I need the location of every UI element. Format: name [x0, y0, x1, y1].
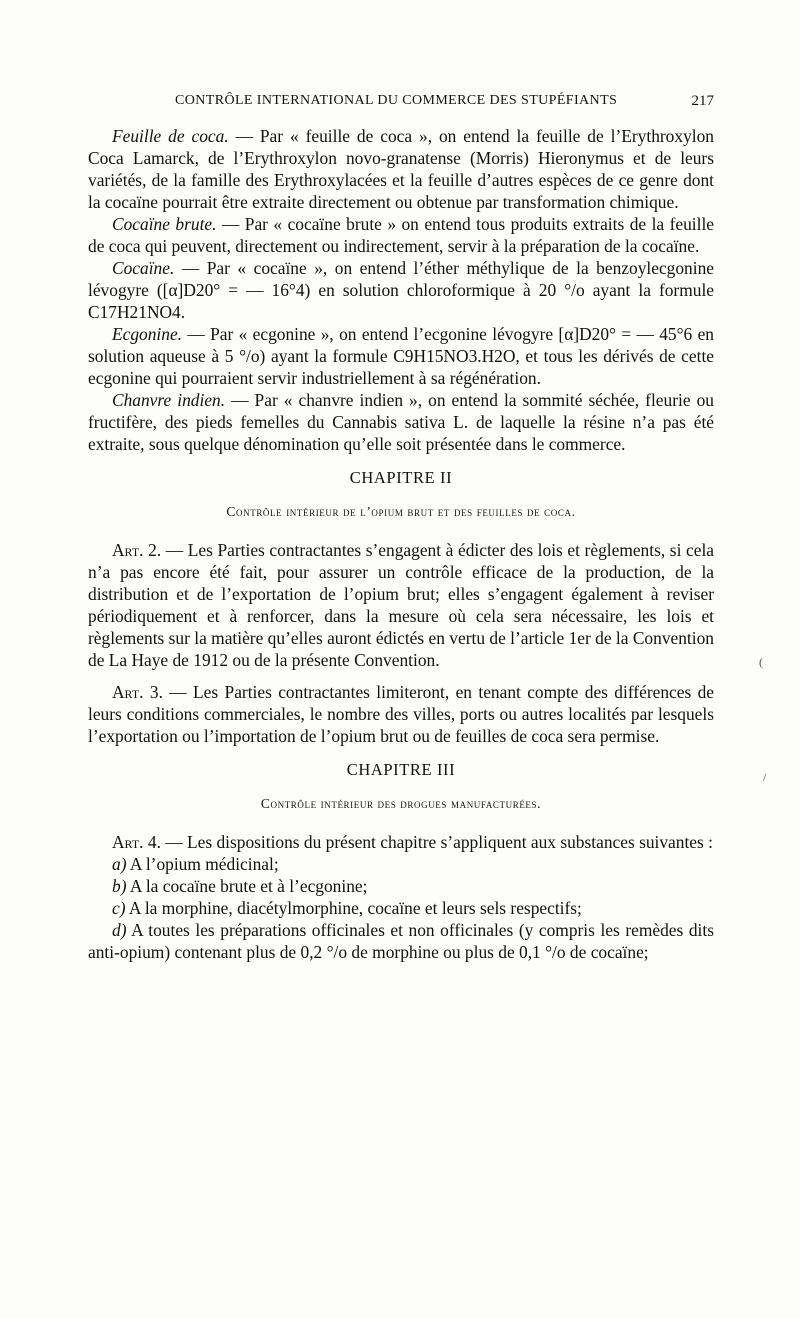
- article-label: Art. 3.: [112, 682, 163, 702]
- list-item-letter: d): [112, 920, 127, 940]
- list-item-letter: a): [112, 854, 127, 874]
- article-label: Art. 2.: [112, 540, 162, 560]
- definition-feuille-de-coca: [88, 125, 714, 213]
- definition-ecgonine: [88, 323, 714, 389]
- running-head: [88, 93, 714, 115]
- list-item: [88, 919, 714, 963]
- list-item-text: A la morphine, diacétylmorphine, cocaïne et leurs sels respectifs;: [125, 898, 582, 918]
- definition-term: Cocaïne brute.: [112, 214, 217, 234]
- running-title: CONTRÔLE INTERNATIONAL DU COMMERCE DES STUPÉFIANTS: [175, 93, 618, 108]
- article-3: [88, 681, 714, 747]
- page-body: [88, 125, 714, 963]
- list-item-letter: c): [112, 898, 126, 918]
- definition-text: — Par « ecgonine », on entend l’ecgonine lévogyre [α]D20° = — 45°6 en solution aqueuse à 5 °/o) ayant la formule C9H15NO3.H2O, et tous les dérivés de cette ecgonine qui pourraient servir industriellement à sa régénération.: [88, 324, 714, 388]
- article-text: — Les dispositions du présent chapitre s’appliquent aux substances suivantes :: [160, 832, 713, 852]
- page-number: 217: [691, 93, 714, 109]
- list-item: [88, 897, 714, 919]
- definition-term: Ecgonine.: [112, 324, 183, 344]
- margin-mark: /: [763, 770, 767, 784]
- list-item: [88, 853, 714, 875]
- definition-cocaine-brute: [88, 213, 714, 257]
- margin-mark: (: [759, 655, 763, 669]
- chapter-3-title: CHAPITRE III: [346, 760, 456, 779]
- definition-text: — Par « cocaïne », on entend l’éther méthylique de la benzoylecgonine lévogyre ([α]D20° = — 16°4) en solution chloroformique à 20 °/o ayant la formule C17H21NO4.: [88, 258, 714, 322]
- list-item-text: A toutes les préparations officinales et non officinales (y compris les remèdes dits anti-opium) contenant plus de 0,2 °/o de morphine ou plus de 0,1 °/o de cocaïne;: [88, 920, 714, 962]
- definition-term: Chanvre indien.: [112, 390, 226, 410]
- article-text: — Les Parties contractantes limiteront, en tenant compte des différences de leurs conditions commerciales, le nombre des villes, ports ou autres localités par lesquels l’exportation ou l’importation de l’opium brut ou de feuilles de coca sera permise.: [88, 682, 715, 746]
- definition-text: — Par « cocaïne brute » on entend tous produits extraits de la feuille de coca qui peuvent, directement ou indirectement, servir à la préparation de la cocaïne.: [88, 214, 715, 256]
- article-4: [88, 831, 714, 853]
- definition-text: — Par « chanvre indien », on entend la sommité séchée, fleurie ou fructifère, des pieds femelles du Cannabis sativa L. de laquelle la résine n’a pas été extraite, sous quelque dénomination qu’elle soit présentée dans le commerce.: [88, 390, 714, 454]
- definition-text: — Par « feuille de coca », on entend la feuille de l’Erythroxylon Coca Lamarck, de l’Erythroxylon novo-granatense (Morris) Hieronymus et de leurs variétés, de la famille des Erythroxylacées et la feuille d’autres espèces de ce genre dont la cocaïne pourrait être extraite directement ou obtenue par transformation chimique.: [88, 126, 714, 212]
- article-2: [88, 539, 714, 671]
- list-item-text: A l’opium médicinal;: [126, 854, 279, 874]
- definition-term: Feuille de coca.: [112, 126, 229, 146]
- definition-term: Cocaïne.: [112, 258, 175, 278]
- definition-cocaine: [88, 257, 714, 323]
- list-item-letter: b): [112, 876, 127, 896]
- list-item: [88, 875, 714, 897]
- chapter-2-subtitle: Contrôle intérieur de l’opium brut et des feuilles de coca.: [226, 504, 576, 519]
- article-label: Art. 4.: [112, 832, 161, 852]
- chapter-2-title: CHAPITRE II: [349, 468, 453, 487]
- list-item-text: A la cocaïne brute et à l’ecgonine;: [126, 876, 368, 896]
- article-text: — Les Parties contractantes s’engagent à édicter des lois et règlements, si cela n’a pas encore été fait, pour assurer un contrôle efficace de la production, de la distribution et de l’exportation de l’opium brut; elles s’engagent également à reviser périodiquement et à renforcer, dans la mesure où cela sera nécessaire, les lois et règlements sur la matière qu’elles auront édictés en vertu de l’article 1er de la Convention de La Haye de 1912 ou de la présente Convention.: [88, 540, 714, 670]
- chapter-3-subtitle: Contrôle intérieur des drogues manufacturées.: [260, 796, 542, 811]
- definition-chanvre-indien: [88, 389, 714, 455]
